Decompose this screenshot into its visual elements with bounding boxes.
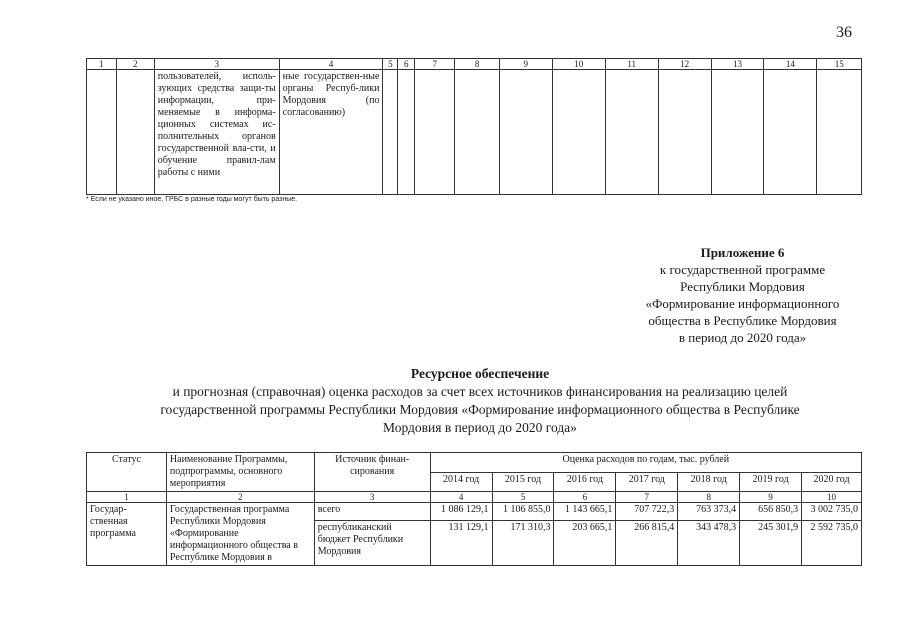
cell-source: республиканский бюджет Республики Мордовия (314, 520, 430, 566)
col-number: 13 (711, 59, 764, 70)
heading-title: Ресурсное обеспечение (410, 366, 550, 381)
cell-value: 1 086 129,1 (430, 503, 492, 521)
col-number: 10 (802, 492, 862, 503)
cell-program-name: Государственная программа Республики Мордовия «Формирование информационного общества в Республике Мордовия в (166, 503, 314, 566)
appendix-line: к государственной программе (659, 262, 826, 277)
cell-value: 171 310,3 (492, 520, 554, 566)
cell-value: 131 129,1 (430, 520, 492, 566)
table-header-row (87, 59, 862, 70)
appendix-line: общества в Республике Мордовия (648, 313, 837, 328)
header-year: 2020 год (802, 472, 862, 492)
section-heading (100, 365, 860, 437)
col-number: 1 (87, 492, 167, 503)
col-number: 6 (554, 492, 616, 503)
table-row (87, 70, 862, 195)
header-source: Источник финан-сирования (314, 453, 430, 492)
col-number: 14 (764, 59, 817, 70)
cell-status: Государ-ственная программа (87, 503, 167, 566)
cell-value: 1 143 665,1 (554, 503, 616, 521)
cell-executor: ные государствен-ные органы Респуб-лики Мордовия (по согласованию) (279, 70, 383, 195)
col-number: 5 (383, 59, 398, 70)
table-row (87, 503, 862, 521)
cell-value: 245 301,9 (740, 520, 802, 566)
appendix-line: Республики Мордовия (680, 279, 805, 294)
table-index-row (87, 492, 862, 503)
col-number: 4 (430, 492, 492, 503)
cell-value: 3 002 735,0 (802, 503, 862, 521)
cell-source: всего (314, 503, 430, 521)
cell-value: 343 478,3 (678, 520, 740, 566)
col-number: 11 (605, 59, 658, 70)
cell-description: пользователей, исполь-зующих средства защи-ты информации, при-меняемые в информа-ционных системах ис-полнительных органов государственной вла-сти, и обучение правил-лам работы с ними (154, 70, 279, 195)
header-year: 2016 год (554, 472, 616, 492)
header-estimate: Оценка расходов по годам, тыс. рублей (430, 453, 861, 473)
col-number: 2 (116, 59, 154, 70)
header-year: 2015 год (492, 472, 554, 492)
appendix-block (600, 244, 885, 346)
col-number: 6 (398, 59, 415, 70)
col-number: 4 (279, 59, 383, 70)
col-number: 1 (87, 59, 117, 70)
col-number: 2 (166, 492, 314, 503)
col-number: 8 (678, 492, 740, 503)
col-number: 3 (154, 59, 279, 70)
cell-value: 707 722,3 (616, 503, 678, 521)
col-number: 3 (314, 492, 430, 503)
heading-line: государственной программы Республики Мордовия «Формирование информационного общества в Республике (160, 402, 800, 417)
col-number: 9 (499, 59, 552, 70)
col-number: 7 (415, 59, 455, 70)
header-year: 2019 год (740, 472, 802, 492)
col-number: 5 (492, 492, 554, 503)
col-number: 8 (455, 59, 499, 70)
header-year: 2017 год (616, 472, 678, 492)
col-number: 12 (658, 59, 711, 70)
footnote: * Если не указано иное, ГРБС в разные годы могут быть разные. (86, 196, 298, 203)
header-year: 2018 год (678, 472, 740, 492)
cell-value: 1 106 855,0 (492, 503, 554, 521)
header-name: Наименование Программы, подпрограммы, основного мероприятия (166, 453, 314, 492)
heading-line: и прогнозная (справочная) оценка расходов за счет всех источников финансирования на реализацию целей (172, 384, 788, 399)
header-year: 2014 год (430, 472, 492, 492)
cell-value: 203 665,1 (554, 520, 616, 566)
appendix-line: «Формирование информационного (645, 296, 840, 311)
page-number: 36 (836, 24, 852, 41)
continuation-table (86, 58, 862, 195)
col-number: 15 (817, 59, 862, 70)
heading-line: Мордовия в период до 2020 года» (383, 420, 577, 435)
col-number: 7 (616, 492, 678, 503)
col-number: 9 (740, 492, 802, 503)
header-status: Статус (87, 453, 167, 492)
cell-value: 2 592 735,0 (802, 520, 862, 566)
cell-value: 763 373,4 (678, 503, 740, 521)
appendix-title: Приложение 6 (700, 245, 785, 260)
col-number: 10 (552, 59, 605, 70)
appendix-line: в период до 2020 года» (678, 330, 807, 345)
cell-value: 266 815,4 (616, 520, 678, 566)
resource-table (86, 452, 862, 566)
table-header-row (87, 453, 862, 473)
cell-value: 656 850,3 (740, 503, 802, 521)
